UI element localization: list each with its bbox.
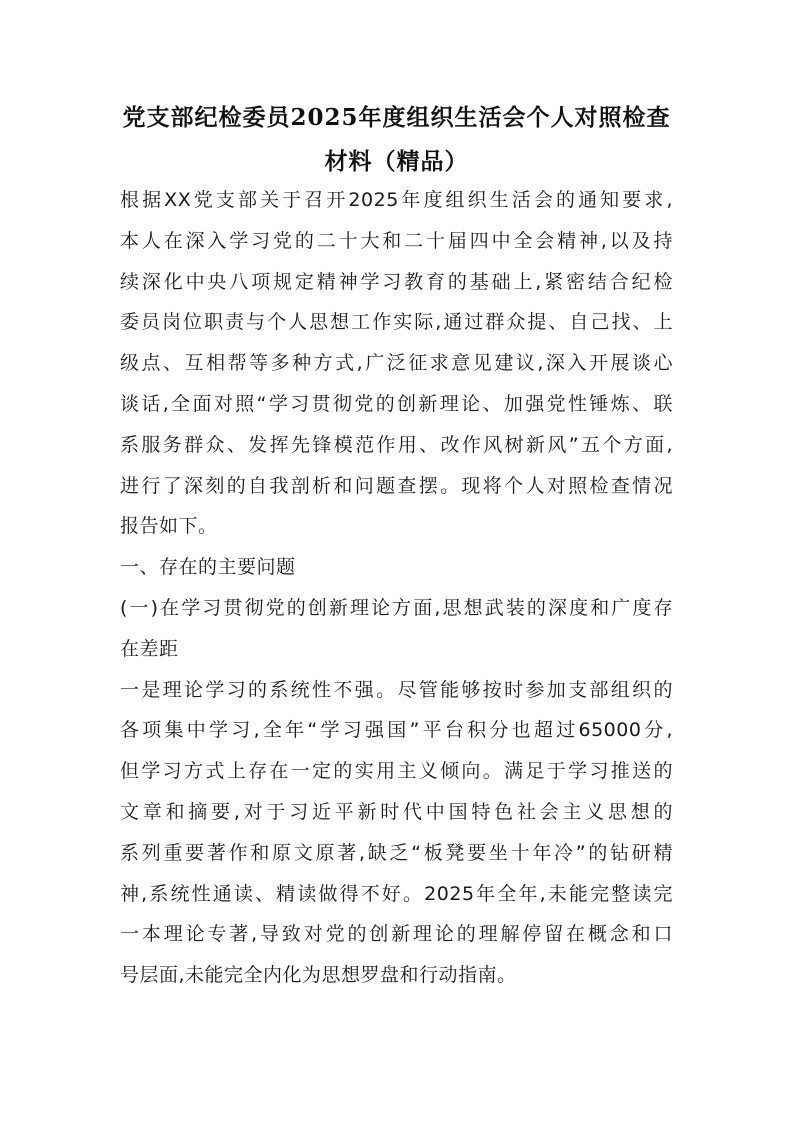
title-line-1: 党支部纪检委员2025年度组织生活会个人对照检查 [122, 104, 671, 131]
body-line: 文章和摘要,对于习近平新时代中国特色社会主义思想的 [120, 800, 673, 823]
document-body [120, 180, 673, 996]
body-line: 神,系统性通读、精读做得不好。2025年全年,未能完整读完 [120, 882, 673, 905]
subsection-heading: (一)在学习贯彻党的创新理论方面,思想武装的深度和广度存 [120, 596, 673, 619]
body-line: 根据XX党支部关于召开2025年度组织生活会的通知要求, [120, 189, 673, 211]
subsection-heading: 在差距 [120, 637, 179, 660]
body-line: 续深化中央八项规定精神学习教育的基础上,紧密结合纪检 [120, 270, 673, 293]
body-line: 谈话,全面对照“学习贯彻党的创新理论、加强党性锤炼、联 [120, 392, 673, 415]
body-line: 系列重要著作和原文原著,缺乏“板凳要坐十年冷”的钻研精 [120, 841, 673, 864]
body-line: 各项集中学习,全年“学习强国”平台积分也超过65000分, [120, 719, 673, 742]
body-line: 委员岗位职责与个人思想工作实际,通过群众提、自己找、上 [120, 311, 673, 334]
body-line: 级点、互相帮等多种方式,广泛征求意见建议,深入开展谈心 [120, 352, 673, 375]
body-line: 但学习方式上存在一定的实用主义倾向。满足于学习推送的 [120, 760, 673, 783]
section-heading: 一、存在的主要问题 [120, 556, 296, 579]
body-line: 报告如下。 [120, 515, 218, 538]
body-line: 号层面,未能完全内化为思想罗盘和行动指南。 [120, 964, 517, 987]
body-line: 进行了深刻的自我剖析和问题查摆。现将个人对照检查情况 [120, 474, 673, 497]
body-line: 一本理论专著,导致对党的创新理论的理解停留在概念和口 [120, 923, 673, 946]
title-line-2: 材料（精品） [324, 148, 469, 175]
document-title [120, 96, 673, 184]
body-line: 本人在深入学习党的二十大和二十届四中全会精神,以及持 [120, 229, 673, 252]
body-line: 系服务群众、发挥先锋模范作用、改作风树新风”五个方面, [120, 433, 673, 456]
body-line: 一是理论学习的系统性不强。尽管能够按时参加支部组织的 [120, 678, 673, 701]
